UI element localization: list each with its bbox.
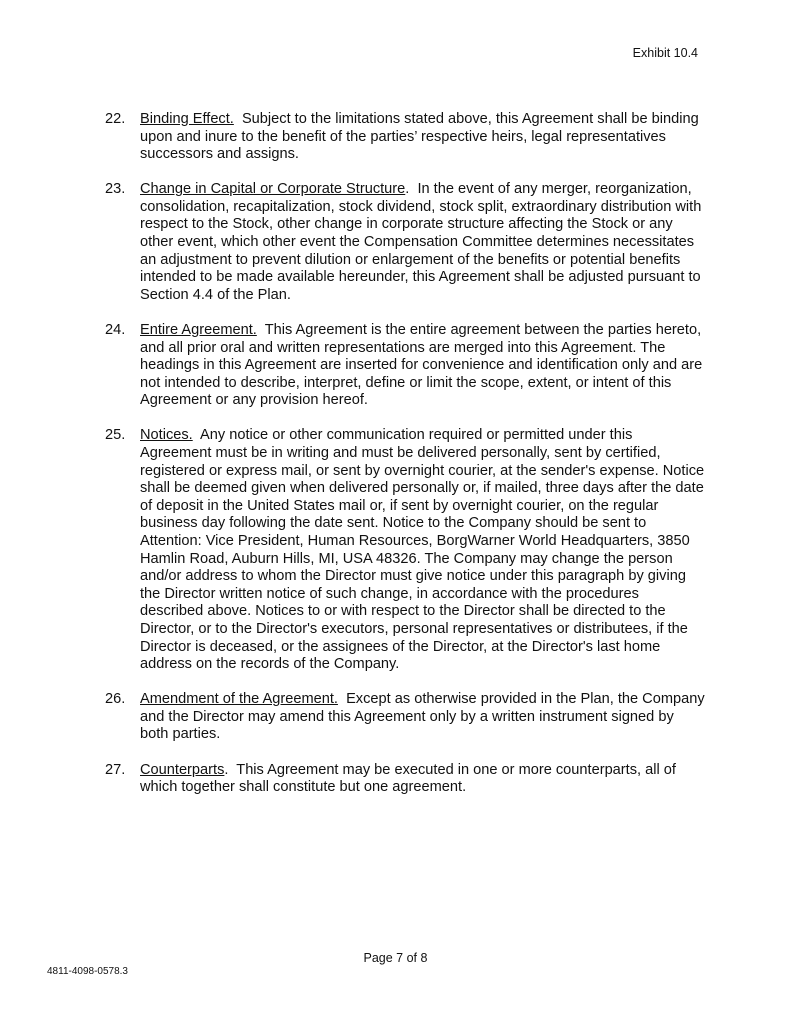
clause-number: 23.	[105, 181, 126, 198]
clause-23: 23. Change in Capital or Corporate Structure. In the event of any merger, reorganization, consolidation, recapitalization, stock dividend, stock split, extraordinary distribution with respect to the Stock, other change in corporate structure affecting the Stock or any other event, which other event the Compensation Committee determines necessitates an adjustment to prevent dilution or enlargement of the benefits or potential benefits intended to be made available hereunder, this Agreement shall be adjusted pursuant to Section 4.4 of the Plan.	[105, 181, 702, 303]
clause-text: In the event of any merger, reorganization, consolidation, recapitalization, stock dividend, stock split, extraordinary distribution with respect to the Stock, other change in corporate structure affecting the Stock or any other event, which other event the Compensation Committee determines necessitates an adjustment to prevent dilution or enlargement of the benefits or potential benefits intended to be made available hereunder, this Agreement shall be adjusted pursuant to Section 4.4 of the Plan.	[140, 181, 702, 303]
clause-text: Subject to the limitations stated above, this Agreement shall be binding upon and inure to the benefit of the parties’ respective heirs, legal representatives successors and assigns.	[140, 111, 699, 163]
clause-number: 27.	[105, 761, 126, 778]
clause-number: 25.	[105, 427, 126, 444]
clause-heading: Change in Capital or Corporate Structure	[140, 181, 406, 198]
document-id: 4811-4098-0578.3	[47, 966, 128, 977]
clause-text: Except as otherwise provided in the Plan, the Company and the Director may amend this Agreement only by a written instrument signed by both parties.	[140, 691, 705, 743]
clause-25	[105, 427, 705, 673]
clause-22	[105, 111, 705, 164]
clause-text: This Agreement is the entire agreement between the parties hereto, and all prior oral and written representations are merged into this Agreement. The headings in this Agreement are inserted for convenience and identification only and are not intended to describe, interpret, define or limit the scope, extent, or intent of this Agreement or any provision hereof.	[140, 321, 703, 409]
clause-text: Any notice or other communication required or permitted under this Agreement must be in writing and must be delivered personally, sent by certified, registered or express mail, or sent by overnight courier, at the sender's expense. Notice shall be deemed given when delivered personally or, if mailed, three days after the date of deposit in the United States mail or, if sent by overnight courier, on the regular business day following the date sent. Notice to the Company should be sent to Attention: Vice President, Human Resources, BorgWarner World Headquarters, 3850 Hamlin Road, Auburn Hills, MI, USA 48326. The Company may change the person and/or address to whom the Director must give notice under this paragraph by giving the Director written notice of such change, in accordance with the procedures described above. Notices to or with respect to the Director shall be directed to the Director, or to the Director's executors, personal representatives or distributees, if the Director is deceased, or the assignees of the Director, at the Director's last home address on the records of the Company.	[140, 427, 705, 673]
clause-heading: Entire Agreement.	[140, 321, 257, 338]
clause-24	[105, 322, 705, 410]
clause-text: This Agreement may be executed in one or more counterparts, all of which together shall constitute but one agreement.	[140, 761, 676, 796]
clause-27: 27. Counterparts. This Agreement may be executed in one or more counterparts, all of which together shall constitute but one agreement.	[105, 761, 676, 796]
clause-heading: Binding Effect.	[140, 111, 234, 127]
clause-number: 22.	[105, 111, 126, 127]
page-number: Page 7 of 8	[363, 951, 428, 965]
clause-number: 24.	[105, 321, 126, 338]
clause-heading: Amendment of the Agreement.	[140, 691, 338, 708]
clause-number: 26.	[105, 691, 126, 708]
clause-list	[105, 111, 705, 814]
clause-heading: Counterparts	[140, 761, 225, 778]
clause-heading: Notices.	[140, 427, 193, 444]
exhibit-label: Exhibit 10.4	[632, 46, 698, 60]
clause-26	[105, 691, 705, 744]
